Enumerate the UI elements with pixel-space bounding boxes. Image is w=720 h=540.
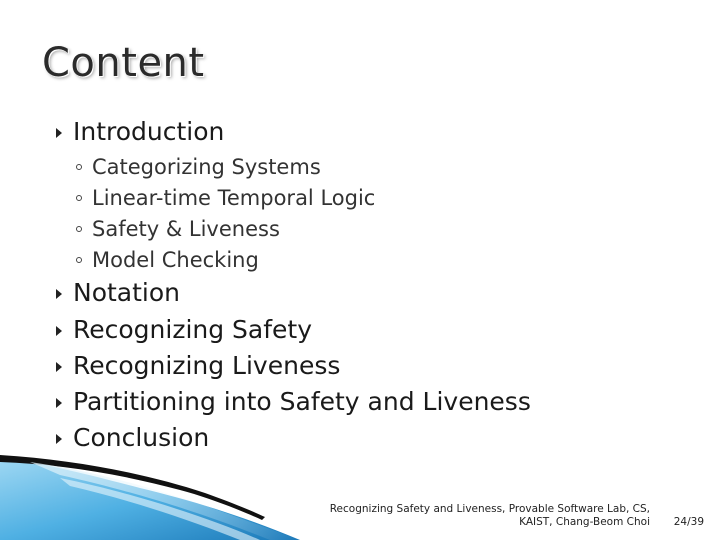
circle-bullet-icon	[76, 195, 82, 201]
list-item: Introduction	[73, 117, 225, 146]
circle-bullet-icon	[76, 226, 82, 232]
list-item: Model Checking	[92, 248, 259, 272]
triangle-bullet-icon	[56, 362, 62, 372]
list-item: Notation	[73, 278, 181, 307]
footer-line-2: KAIST, Chang-Beom Choi	[519, 516, 650, 528]
list-item: Safety & Liveness	[92, 217, 280, 241]
triangle-bullet-icon	[56, 289, 62, 299]
triangle-bullet-icon	[56, 398, 62, 408]
footer-line-1: Recognizing Safety and Liveness, Provable Software Lab, CS,	[329, 503, 650, 515]
circle-bullet-icon	[76, 164, 82, 170]
list-item: Recognizing Safety	[73, 315, 313, 344]
list-item: Categorizing Systems	[92, 155, 321, 179]
circle-bullet-icon	[76, 257, 82, 263]
list-item: Partitioning into Safety and Liveness	[73, 387, 531, 416]
triangle-bullet-icon	[56, 434, 62, 444]
list-item: Conclusion	[73, 423, 210, 452]
list-item: Recognizing Liveness	[73, 351, 341, 380]
footer-citation	[330, 503, 650, 529]
page-number: 24/39	[673, 516, 704, 528]
slide-title: Content	[42, 40, 205, 86]
triangle-bullet-icon	[56, 326, 62, 336]
list-item: Linear-time Temporal Logic	[92, 186, 376, 210]
triangle-bullet-icon	[56, 128, 62, 138]
